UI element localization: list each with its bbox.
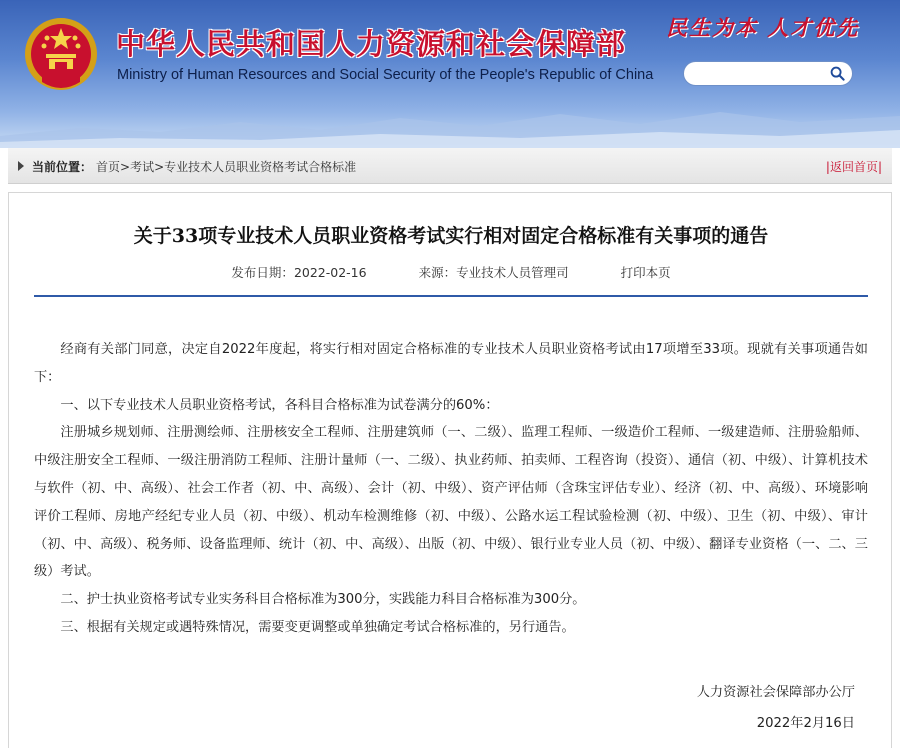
search-input[interactable] (683, 61, 853, 86)
article-panel (8, 192, 892, 748)
breadcrumb-separator: > (120, 160, 131, 174)
source-label: 来源： (418, 265, 457, 280)
publish-label: 发布日期： (231, 265, 294, 280)
article-body (34, 336, 868, 642)
back-home-link[interactable]: |返回首页| (825, 160, 882, 174)
breadcrumb-item-exam[interactable]: 考试 (130, 160, 155, 174)
paragraph-exam-list: 注册城乡规划师、注册测绘师、注册核安全工程师、注册建筑师（一、二级）、监理工程师、一级造价工程师、一级建造师、注册验船师、中级注册安全工程师、一级注册消防工程师、注册计量师（一、二级）、执业药师、拍卖师、工程咨询（投资）、通信（初、中级）、计算机技术与软件（初、中、高级）、社会工作者（初、中、高级）、会计（初、中级）、资产评估师（含珠宝评估专业）、经济（初、中、高级）、环境影响评价工程师、房地产经纪专业人员（初、中级）、机动车检测维修（初、中级）、公路水运工程试验检测（初、中级）、卫生（初、中级）、审计（初、中、高级）、税务师、设备监理师、统计（初、中、高级）、出版（初、中级）、银行业专业人员（初、中级）、翻译专业资格（一、二、三级）考试。 (34, 425, 868, 580)
title-divider (34, 295, 868, 297)
breadcrumb-item-current[interactable]: 专业技术人员职业资格考试合格标准 (164, 160, 357, 174)
great-wall-background (0, 88, 900, 148)
article-meta (9, 263, 893, 281)
site-header (0, 0, 900, 148)
source-value: 专业技术人员管理司 (456, 265, 569, 280)
print-page-link[interactable]: 打印本页 (620, 265, 671, 280)
article-title: 关于33项专业技术人员职业资格考试实行相对固定合格标准有关事项的通告 (133, 225, 769, 247)
signature-block (697, 677, 855, 739)
signature-office: 人力资源社会保障部办公厅 (696, 685, 855, 700)
paragraph-item-three: 三、根据有关规定或遇特殊情况，需要变更调整或单独确定考试合格标准的，另行通告。 (60, 619, 575, 635)
breadcrumb-path (96, 158, 356, 175)
site-title-english: Ministry of Human Resources and Social Security of the People's Republic of China (117, 67, 654, 83)
site-slogan: 民生为本 人才优先 (666, 15, 860, 40)
paragraph-item-two: 二、护士执业资格考试专业实务科目合格标准为300分，实践能力科目合格标准为300分。 (60, 592, 586, 608)
breadcrumb-label: 当前位置： (32, 160, 93, 174)
publish-date: 2022-02-16 (293, 265, 367, 280)
breadcrumb (8, 148, 892, 184)
breadcrumb-arrow-icon (18, 161, 24, 171)
search-icon[interactable] (830, 66, 845, 81)
breadcrumb-separator: > (154, 160, 165, 174)
site-title-chinese: 中华人民共和国人力资源和社会保障部 (116, 27, 627, 61)
breadcrumb-item-home[interactable]: 首页 (96, 160, 121, 174)
paragraph-item-one: 一、以下专业技术人员职业资格考试，各科目合格标准为试卷满分的60%： (60, 397, 499, 413)
signature-date: 2022年2月16日 (756, 716, 855, 731)
national-emblem-icon (22, 14, 100, 96)
paragraph-intro: 经商有关部门同意，决定自2022年度起，将实行相对固定合格标准的专业技术人员职业资格考试由17项增至33项。现就有关事项通告如下： (34, 342, 868, 385)
